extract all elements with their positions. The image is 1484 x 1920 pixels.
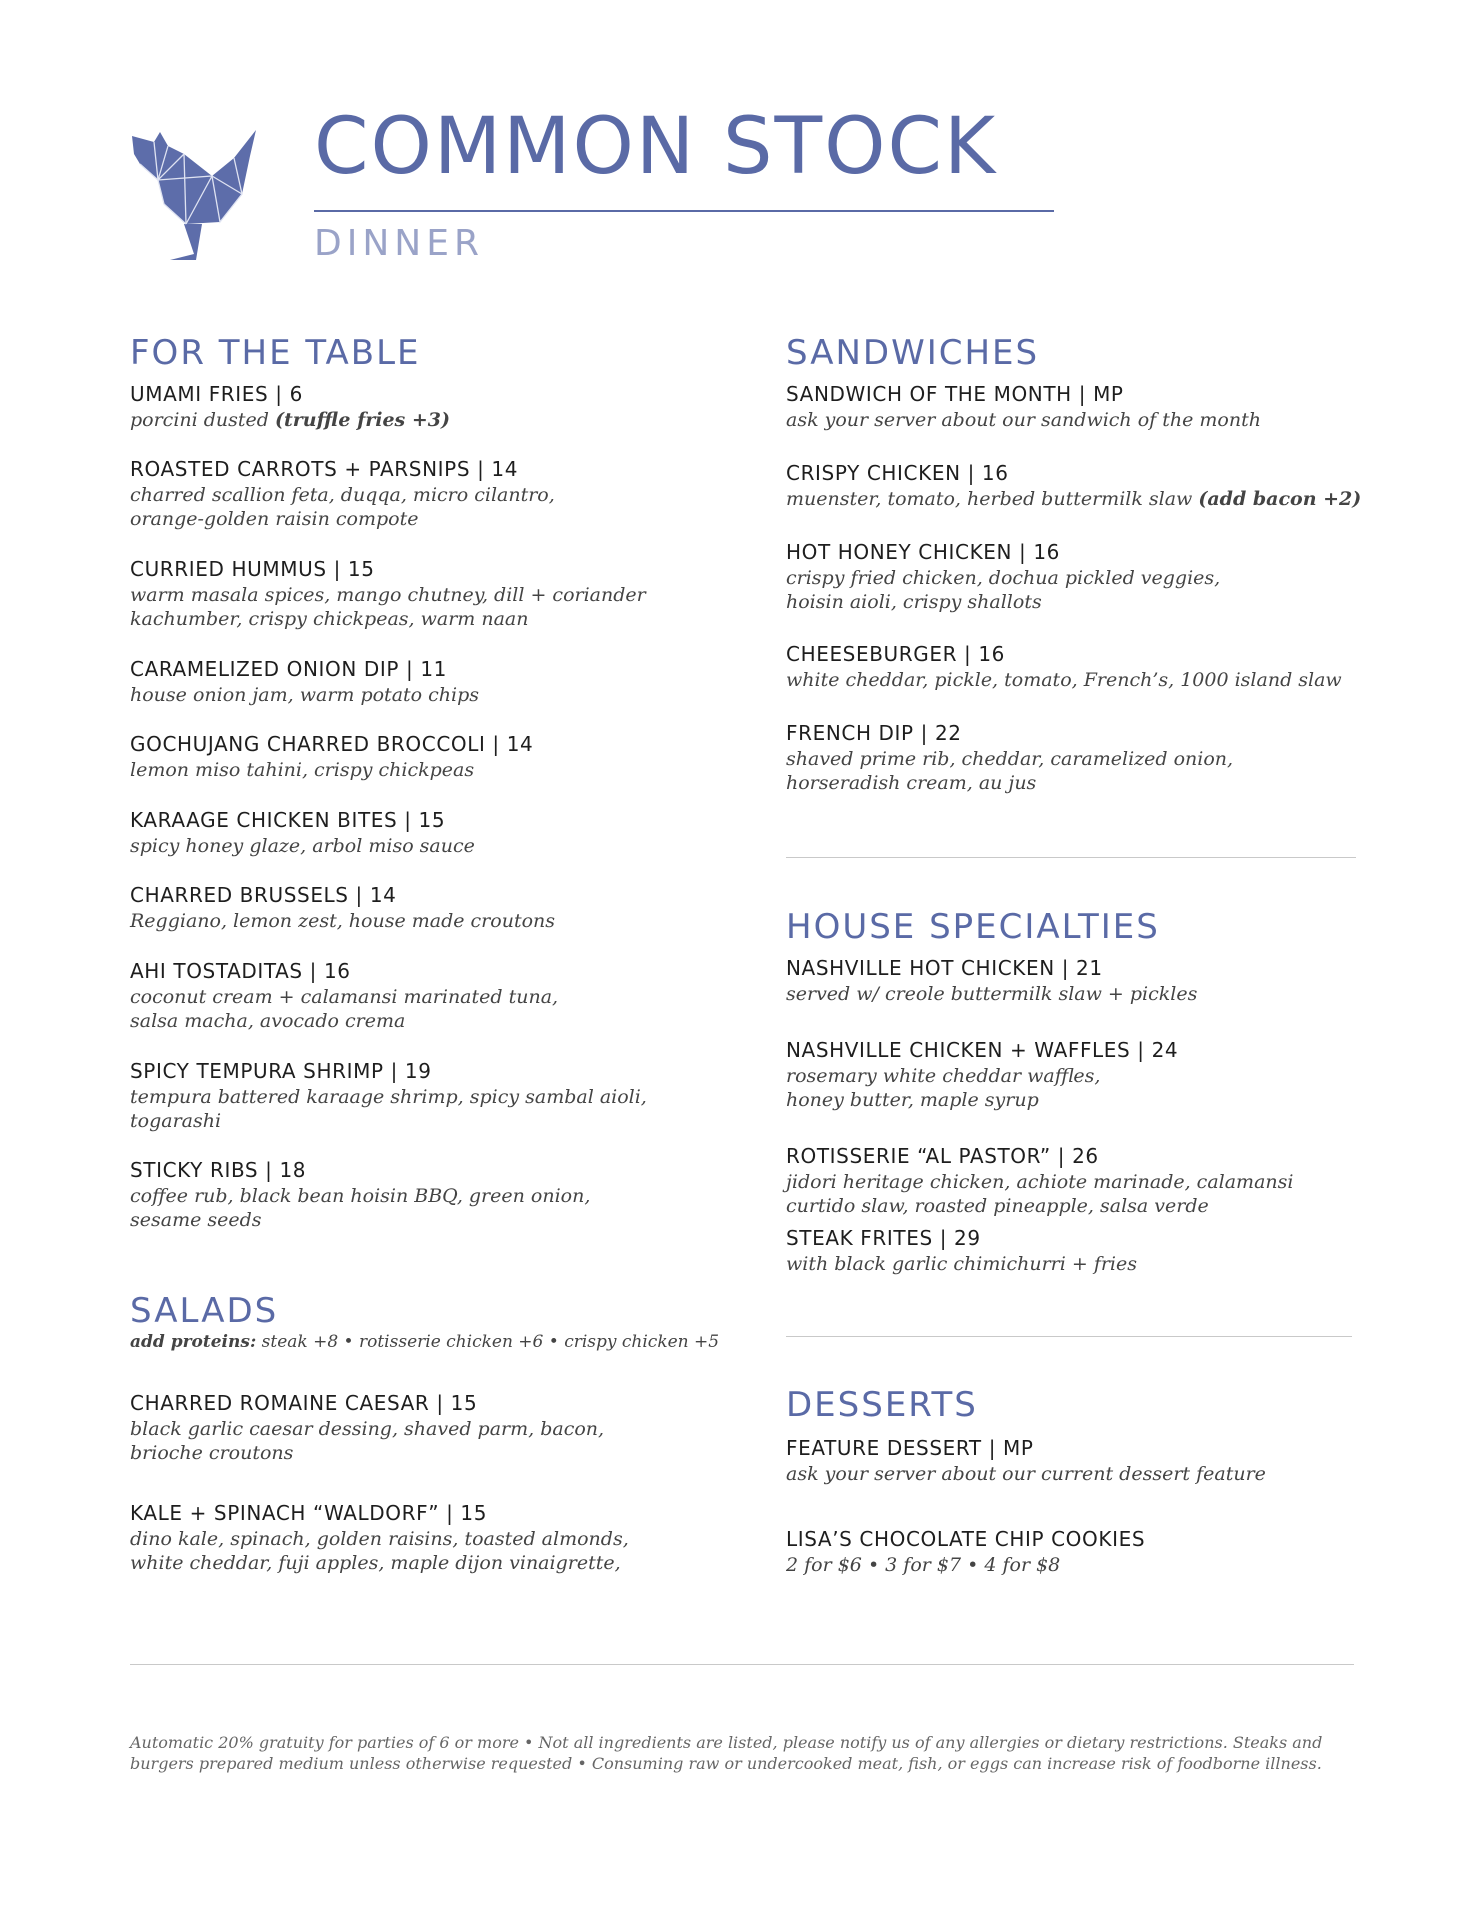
menu-item-name: CARAMELIZED ONION DIP | 11 — [130, 657, 447, 681]
addons-label: add proteins: — [130, 1332, 257, 1352]
menu-item — [130, 1157, 590, 1232]
menu-item-name: KALE + SPINACH “WALDORF” | 15 — [130, 1501, 488, 1525]
menu-item-name: SANDWICH OF THE MONTH | MP — [786, 382, 1124, 406]
menu-item — [130, 1058, 647, 1133]
menu-item-description: jidori heritage chicken, achiote marinade, calamansi curtido slaw, roasted pineapple, salsa verde — [786, 1171, 1294, 1217]
menu-item — [130, 958, 558, 1033]
section-divider — [786, 1336, 1352, 1337]
section-heading-salads: SALADS — [130, 1291, 279, 1331]
menu-item-description: coffee rub, black bean hoisin BBQ, green onion, sesame seeds — [130, 1185, 591, 1231]
section-heading-sandwiches: SANDWICHES — [786, 333, 1040, 373]
menu-item-description: dino kale, spinach, golden raisins, toasted almonds, white cheddar, fuji apples, maple dijon vinaigrette, — [130, 1528, 629, 1574]
menu-item-name: FEATURE DESSERT | MP — [786, 1436, 1034, 1460]
menu-item — [786, 460, 1361, 511]
menu-item — [786, 641, 1342, 692]
menu-item-name: NASHVILLE CHICKEN + WAFFLES | 24 — [786, 1038, 1179, 1062]
menu-item-name: NASHVILLE HOT CHICKEN | 21 — [786, 956, 1103, 980]
menu-item — [130, 656, 479, 707]
menu-item-name: STICKY RIBS | 18 — [130, 1158, 307, 1182]
menu-item-description: house onion jam, warm potato chips — [130, 684, 480, 706]
menu-item-description: rosemary white cheddar waffles, honey butter, maple syrup — [786, 1065, 1101, 1111]
menu-item-description: coconut cream + calamansi marinated tuna, salsa macha, avocado crema — [130, 986, 559, 1032]
menu-item-description: 2 for $6 • 3 for $7 • 4 for $8 — [786, 1554, 1061, 1576]
menu-item — [130, 456, 555, 531]
section-heading-for-the-table: FOR THE TABLE — [130, 333, 421, 373]
chicken-logo-icon — [128, 128, 262, 262]
menu-item-name: KARAAGE CHICKEN BITES | 15 — [130, 808, 446, 832]
menu-item — [130, 1500, 629, 1575]
menu-item-description: porcini dusted (truffle fries +3) — [130, 409, 450, 431]
menu-item — [130, 1390, 604, 1465]
menu-item-name: CHARRED BRUSSELS | 14 — [130, 883, 397, 907]
menu-item-description: black garlic caesar dessing, shaved parm, bacon, brioche croutons — [130, 1418, 605, 1464]
section-divider — [786, 857, 1356, 858]
menu-item-name: AHI TOSTADITAS | 16 — [130, 959, 351, 983]
section-heading-house-specialties: HOUSE SPECIALTIES — [786, 907, 1160, 947]
menu-item-name: STEAK FRITES | 29 — [786, 1226, 981, 1250]
menu-item-description: spicy honey glaze, arbol miso sauce — [130, 835, 475, 857]
menu-item — [786, 1435, 1266, 1486]
menu-item-description: served w/ creole buttermilk slaw + pickles — [786, 983, 1198, 1005]
menu-item-name: GOCHUJANG CHARRED BROCCOLI | 14 — [130, 732, 534, 756]
menu-item-description: shaved prime rib, cheddar, caramelized onion, horseradish cream, au jus — [786, 748, 1234, 794]
menu-item-description: charred scallion feta, duqqa, micro cilantro, orange-golden raisin compote — [130, 484, 555, 530]
brand-subtitle: DINNER — [314, 223, 484, 264]
menu-item-name: HOT HONEY CHICKEN | 16 — [786, 540, 1060, 564]
menu-item-name: LISA’S CHOCOLATE CHIP COOKIES — [786, 1527, 1146, 1551]
menu-item-name: UMAMI FRIES | 6 — [130, 382, 303, 406]
menu-item-name: CHARRED ROMAINE CAESAR | 15 — [130, 1391, 478, 1415]
footer-disclaimer: Automatic 20% gratuity for parties of 6 or more • Not all ingredients are listed, please notify us of any allergies or dietary restrictions. Steaks and burgers prepared medium unless otherwise requested • Consuming raw or undercooked meat, fish, or eggs can increase risk of foodborne illness. — [130, 1733, 1323, 1773]
section-heading-desserts: DESSERTS — [786, 1385, 978, 1425]
menu-item — [130, 882, 555, 933]
brand-divider — [314, 210, 1054, 212]
salad-protein-addons — [130, 1332, 719, 1352]
menu-item — [786, 1526, 1145, 1577]
menu-item-description: with black garlic chimichurri + fries — [786, 1253, 1138, 1275]
menu-item-description: tempura battered karaage shrimp, spicy sambal aioli, togarashi — [130, 1086, 647, 1132]
menu-item-name: CRISPY CHICKEN | 16 — [786, 461, 1009, 485]
menu-item-upgrade: (add bacon +2) — [1198, 488, 1362, 510]
menu-item-description: ask your server about our current dessert feature — [786, 1463, 1266, 1485]
footer-divider — [130, 1664, 1354, 1665]
menu-item — [130, 807, 475, 858]
addons-list: steak +8 • rotisserie chicken +6 • crispy chicken +5 — [256, 1332, 720, 1352]
menu-item — [130, 731, 533, 782]
menu-item-description: muenster, tomato, herbed buttermilk slaw (add bacon +2) — [786, 488, 1362, 510]
menu-item-description: ask your server about our sandwich of the month — [786, 409, 1261, 431]
menu-item-name: CURRIED HUMMUS | 15 — [130, 557, 375, 581]
menu-item-name: CHEESEBURGER | 16 — [786, 642, 1005, 666]
menu-item-name: FRENCH DIP | 22 — [786, 721, 962, 745]
menu-item — [786, 381, 1261, 432]
menu-item-description: lemon miso tahini, crispy chickpeas — [130, 759, 475, 781]
menu-item — [786, 1143, 1293, 1218]
menu-item — [786, 955, 1197, 1006]
menu-item — [786, 720, 1233, 795]
menu-item — [786, 1225, 1137, 1276]
menu-item-description: warm masala spices, mango chutney, dill + coriander kachumber, crispy chickpeas, warm naan — [130, 584, 646, 630]
menu-item-name: ROTISSERIE “AL PASTOR” | 26 — [786, 1144, 1099, 1168]
menu-item-upgrade: (truffle fries +3) — [275, 409, 450, 431]
brand-title: COMMON STOCK — [314, 102, 998, 192]
menu-item-name: ROASTED CARROTS + PARSNIPS | 14 — [130, 457, 519, 481]
menu-item-description: crispy fried chicken, dochua pickled veggies, hoisin aioli, crispy shallots — [786, 567, 1221, 613]
menu-item — [130, 556, 646, 631]
menu-item-name: SPICY TEMPURA SHRIMP | 19 — [130, 1059, 432, 1083]
menu-item — [130, 381, 450, 432]
menu-item-description: Reggiano, lemon zest, house made croutons — [130, 910, 556, 932]
menu-item — [786, 539, 1220, 614]
menu-item-description: white cheddar, pickle, tomato, French’s, 1000 island slaw — [786, 669, 1342, 691]
menu-item — [786, 1037, 1178, 1112]
